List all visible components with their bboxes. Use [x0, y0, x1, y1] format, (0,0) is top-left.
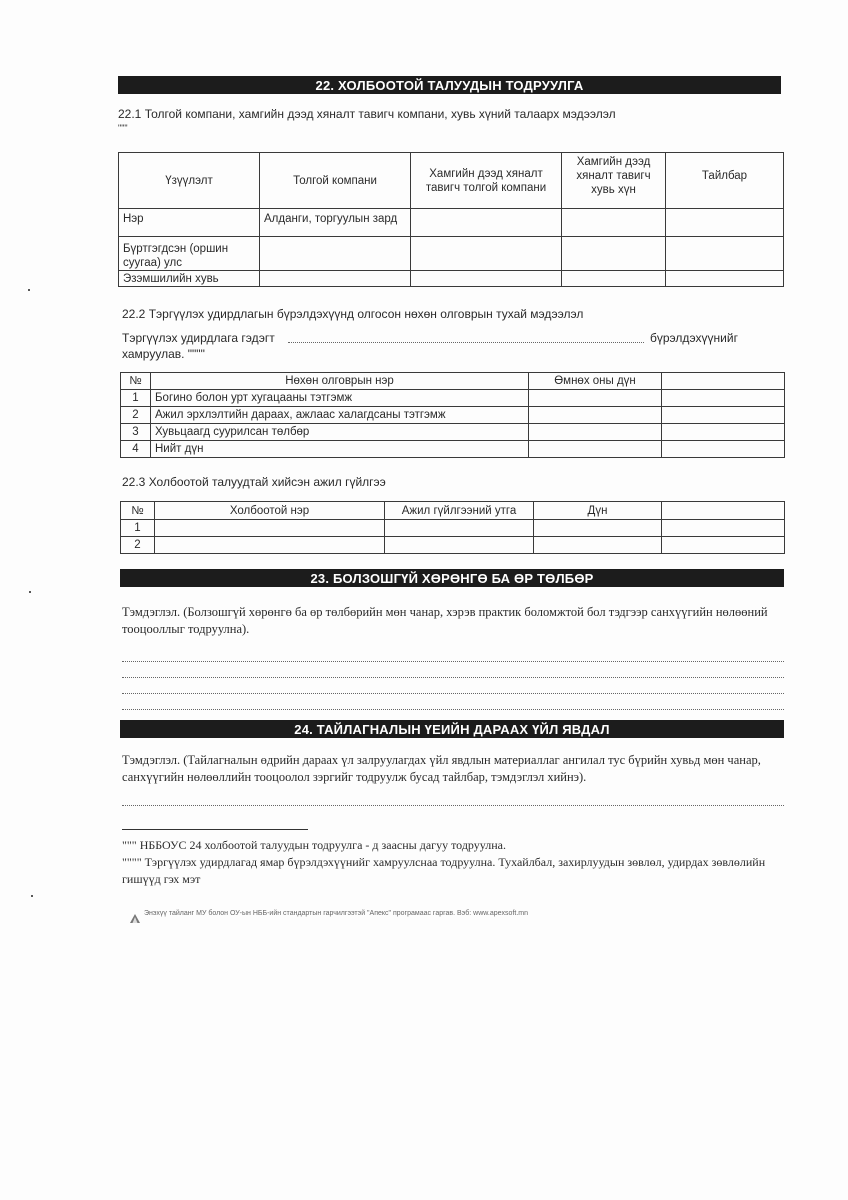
- section-24-header: 24. ТАЙЛАГНАЛЫН ҮЕИЙН ДАРААХ ҮЙЛ ЯВДАЛ: [120, 720, 784, 738]
- header-cell: Ажил гүйлгээний утга: [385, 502, 534, 520]
- header-cell: Нөхөн олговрын нэр: [151, 373, 529, 390]
- table-cell: [666, 209, 784, 237]
- fill-in-line: [122, 693, 784, 694]
- table-cell: [534, 520, 662, 537]
- table-cell: Ажил эрхлэлтийн дараах, ажлаас халагдсаны тэтгэмж: [151, 407, 529, 424]
- table-cell: [155, 537, 385, 554]
- table-cell: [411, 271, 562, 287]
- management-line-start: Тэргүүлэх удирдлага гэдэгт: [122, 331, 275, 345]
- section-23-note: Тэмдэглэл. (Болзошгүй хөрөнгө ба өр төлбөрийн мөн чанар, хэрэв практик боломжтой бол тэдгээр санхүүгийн нөлөөний тооцооллыг тодруулна).: [122, 605, 768, 636]
- scan-mark: [29, 591, 31, 593]
- header-cell: №: [121, 502, 155, 520]
- table-cell: [411, 237, 562, 271]
- table-cell: [529, 424, 662, 441]
- transactions-table: [120, 501, 785, 554]
- table-cell: [562, 237, 666, 271]
- management-line-cont: хамруулав. """": [122, 347, 205, 361]
- table-cell: Нийт дүн: [151, 441, 529, 458]
- section-24-note: Тэмдэглэл. (Тайлагналын өдрийн дараах үл залруулагдах үйл явдлын материаллаг ангилал тус бүрийн хувьд мөн чанар, санхүүгийн нөлөөллийн тооцоолол зэргийг тодруулж бусад тайлбар, тэмдэглэл хийнэ).: [122, 753, 761, 784]
- header-cell: Хамгийн дээд хяналт тавигч толгой компани: [411, 153, 562, 209]
- header-cell: Холбоотой нэр: [155, 502, 385, 520]
- header-cell: Дүн: [534, 502, 662, 520]
- fill-in-line: [122, 709, 784, 710]
- table-cell: 2: [121, 407, 151, 424]
- header-cell: Өмнөх оны дүн: [529, 373, 662, 390]
- table-cell: [534, 537, 662, 554]
- fill-in-line: [122, 805, 784, 806]
- footer-text: Энэхүү тайланг МУ болон ОУ-ын НББ-ийн стандартын гарчилгээтэй "Апекс" програмаас гаргав. Вэб: www.apexsoft.mn: [144, 910, 529, 917]
- footnote-1: """ НББОУС 24 холбоотой талуудын тодруулга - д заасны дагуу тодруулна.: [122, 838, 506, 852]
- table-cell: [385, 520, 534, 537]
- table-cell: [562, 209, 666, 237]
- header-cell: Үзүүлэлт: [119, 153, 260, 209]
- table-cell: 4: [121, 441, 151, 458]
- table-cell: [529, 390, 662, 407]
- table-cell: [385, 537, 534, 554]
- table-cell: 1: [121, 390, 151, 407]
- parent-company-table: [118, 152, 784, 287]
- compensation-table: [120, 372, 785, 458]
- table-cell: Бүртгэгдсэн (оршин суугаа) улс: [119, 237, 260, 271]
- table-cell: [666, 237, 784, 271]
- table-cell: [666, 271, 784, 287]
- header-cell: [662, 502, 785, 520]
- table-cell: [562, 271, 666, 287]
- table-cell: [662, 520, 785, 537]
- table-cell: [155, 520, 385, 537]
- scan-mark: [31, 895, 33, 897]
- fill-in-line: [288, 342, 644, 343]
- table-cell: [662, 407, 785, 424]
- table-cell: Эзэмшилийн хувь: [119, 271, 260, 287]
- table-cell: [411, 209, 562, 237]
- header-cell: Толгой компани: [260, 153, 411, 209]
- table-cell: Богино болон урт хугацааны тэтгэмж: [151, 390, 529, 407]
- section-23-header: 23. БОЛЗОШГҮЙ ХӨРӨНГӨ БА ӨР ТӨЛБӨР: [120, 569, 784, 587]
- table-cell: [662, 424, 785, 441]
- table-cell: [260, 271, 411, 287]
- footnote-marker: """: [118, 123, 128, 133]
- table-cell: [662, 390, 785, 407]
- header-cell: Хамгийн дээд хяналт тавигч хувь хүн: [562, 153, 666, 209]
- table-cell: [662, 441, 785, 458]
- apex-logo-icon: [130, 910, 140, 919]
- scan-mark: [28, 289, 30, 291]
- header-cell: Тайлбар: [666, 153, 784, 209]
- table-cell: 3: [121, 424, 151, 441]
- table-cell: [662, 537, 785, 554]
- footnote-separator: [122, 829, 308, 830]
- footnote-2: """" Тэргүүлэх удирдлагад ямар бүрэлдэхүүнийг хамруулснаа тодруулна. Тухайлбал, захирлуудын зөвлөл, удирдах зөвлөлийн гишүүд гэх мэт: [122, 855, 766, 886]
- table-cell: 2: [121, 537, 155, 554]
- management-line-end: бүрэлдэхүүнийг: [650, 331, 738, 345]
- table-cell: Алданги, торгуулын зард: [260, 209, 411, 237]
- subsection-22-2-title: 22.2 Тэргүүлэх удирдлагын бүрэлдэхүүнд олгосон нөхөн олговрын тухай мэдээлэл: [122, 307, 584, 321]
- table-cell: [260, 237, 411, 271]
- fill-in-line: [122, 677, 784, 678]
- table-cell: 1: [121, 520, 155, 537]
- header-cell: №: [121, 373, 151, 390]
- table-cell: [529, 407, 662, 424]
- subsection-22-3-title: 22.3 Холбоотой талуудтай хийсэн ажил гүйлгээ: [122, 475, 386, 489]
- header-cell: [662, 373, 785, 390]
- section-22-header: 22. ХОЛБООТОЙ ТАЛУУДЫН ТОДРУУЛГА: [118, 76, 781, 94]
- subsection-22-1-title: 22.1 Толгой компани, хамгийн дээд хяналт тавигч компани, хувь хүний талаарх мэдээлэл: [118, 107, 616, 121]
- fill-in-line: [122, 661, 784, 662]
- table-cell: [529, 441, 662, 458]
- table-cell: Нэр: [119, 209, 260, 237]
- table-cell: Хувьцаагд суурилсан төлбөр: [151, 424, 529, 441]
